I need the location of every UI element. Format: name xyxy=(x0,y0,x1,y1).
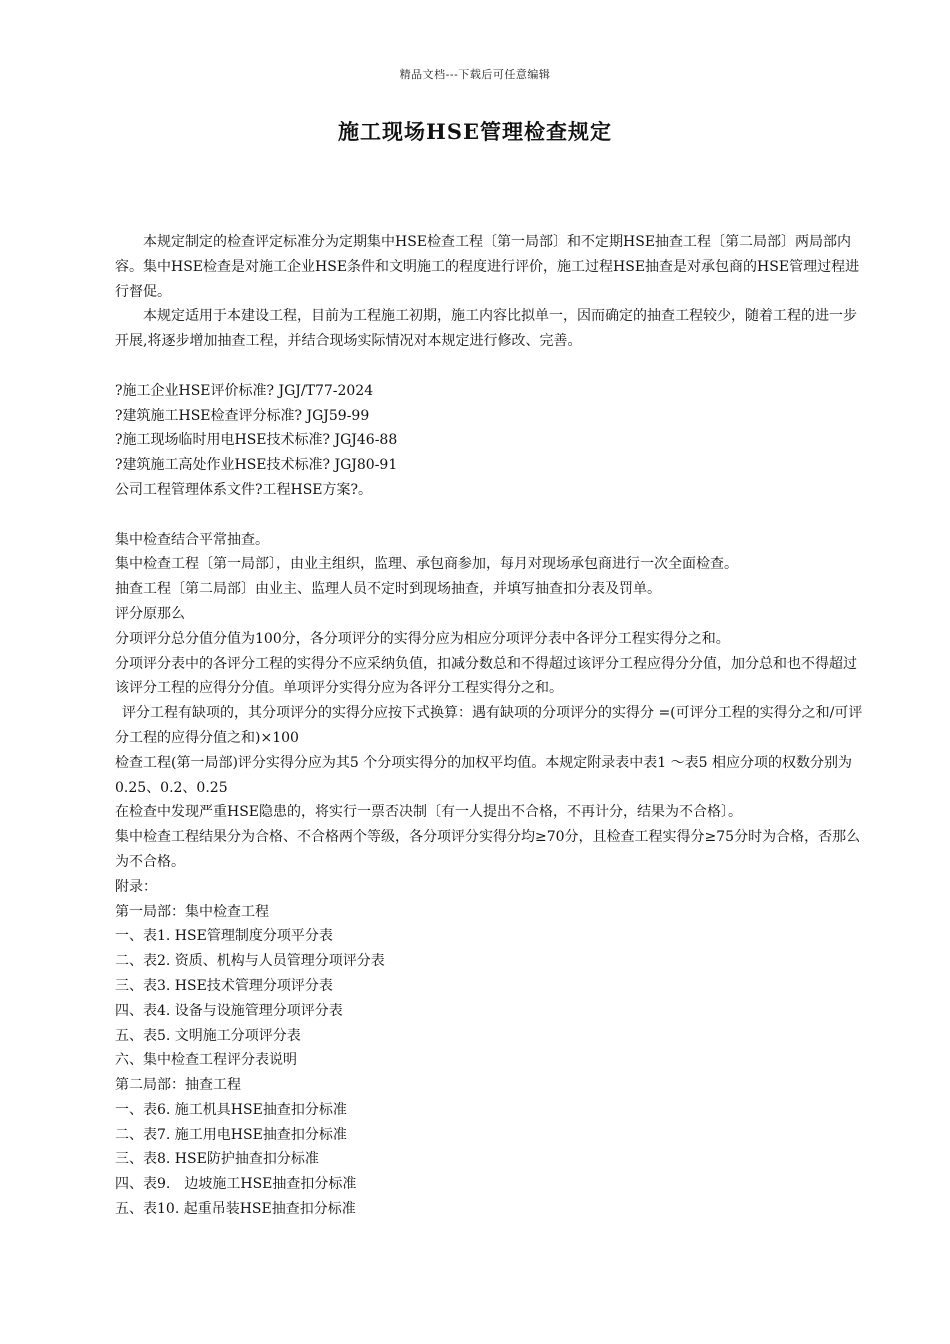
body-paragraph: 集中检查工程〔第一局部〕，由业主组织，监理、承包商参加，每月对现场承包商进行一次全面检查。 xyxy=(115,556,738,573)
body-paragraph: 分项评分总分值分值为100分，各分项评分的实得分应为相应分项评分表中各评分工程实得分之和。 xyxy=(115,630,730,647)
appendix-item: 二、表2. 资质、机构与人员管理分项评分表 xyxy=(115,953,385,970)
document-body xyxy=(115,230,863,1222)
body-paragraph: 评分工程有缺项的，其分项评分的实得分应按下式换算：遇有缺项的分项评分的实得分 =(可评分工程的实得分之和/可评分工程的应得分值之和)×100 xyxy=(115,705,863,746)
reference-item: ?建筑施工高处作业HSE技术标准? JGJ80-91 xyxy=(115,457,398,474)
appendix-item: 四、表4. 设备与设施管理分项评分表 xyxy=(115,1002,343,1019)
body-paragraph: 集中检查工程结果分为合格、不合格两个等级，各分项评分实得分均≥70分，且检查工程实得分≥75分时为合格，否那么为不合格。 xyxy=(115,829,861,870)
reference-item: ?建筑施工HSE检查评分标准? JGJ59-99 xyxy=(115,407,370,424)
appendix-label: 附录： xyxy=(115,878,157,895)
reference-item: 公司工程管理体系文件?工程HSE方案?。 xyxy=(115,481,373,498)
appendix-item: 一、表6. 施工机具HSE抽查扣分标准 xyxy=(115,1101,347,1118)
appendix-item: 二、表7. 施工用电HSE抽查扣分标准 xyxy=(115,1126,347,1143)
appendix-item: 五、表10. 起重吊装HSE抽查扣分标准 xyxy=(115,1201,356,1218)
spacer xyxy=(115,354,863,379)
spacer xyxy=(115,503,863,528)
reference-item: ?施工现场临时用电HSE技术标准? JGJ46-88 xyxy=(115,432,398,449)
body-paragraph: 检查工程(第一局部)评分实得分应为其5 个分项实得分的加权平均值。本规定附录表中表1 ～表5 相应分项的权数分别为0.25、0.2、0.25 xyxy=(115,754,852,796)
appendix-item: 三、表3. HSE技术管理分项评分表 xyxy=(115,977,333,994)
appendix-item: 五、表5. 文明施工分项评分表 xyxy=(115,1027,301,1044)
intro-paragraph-2: 本规定适用于本建设工程，目前为工程施工初期，施工内容比拟单一，因而确定的抽查工程较少，随着工程的进一步开展,将逐步增加抽查工程，并结合现场实际情况对本规定进行修改、完善。 xyxy=(115,308,857,350)
appendix-part1-title: 第一局部：集中检查工程 xyxy=(115,903,269,920)
body-paragraph: 集中检查结合平常抽查。 xyxy=(115,531,269,548)
appendix-item: 三、表8. HSE防护抽查扣分标准 xyxy=(115,1151,319,1168)
body-heading: 评分原那么 xyxy=(115,605,185,622)
reference-item: ?施工企业HSE评价标准? JGJ/T77-2024 xyxy=(115,382,374,399)
body-paragraph: 抽查工程〔第二局部〕由业主、监理人员不定时到现场抽查，并填写抽查扣分表及罚单。 xyxy=(115,581,661,598)
appendix-part2-title: 第二局部：抽查工程 xyxy=(115,1077,241,1094)
appendix-item: 六、集中检查工程评分表说明 xyxy=(115,1052,297,1069)
intro-paragraph-1: 本规定制定的检查评定标准分为定期集中HSE检查工程〔第一局部〕和不定期HSE抽查工程〔第二局部〕两局部内容。集中HSE检查是对施工企业HSE条件和文明施工的程度进行评价，施工过程HSE抽查是对承包商的HSE管理过程进行督促。 xyxy=(115,234,860,300)
appendix-item: 一、表1. HSE管理制度分项平分表 xyxy=(115,928,333,945)
page-header: 精品文档---下载后可任意编辑 xyxy=(399,68,551,81)
page-title: 施工现场HSE管理检查规定 xyxy=(337,119,612,144)
body-paragraph: 分项评分表中的各评分工程的实得分不应采纳负值，扣减分数总和不得超过该评分工程应得分分值，加分总和也不得超过该评分工程的应得分分值。单项评分实得分应为各评分工程实得分之和。 xyxy=(115,655,857,697)
appendix-item: 四、表9. 边坡施工HSE抽查扣分标准 xyxy=(115,1176,357,1193)
body-paragraph: 在检查中发现严重HSE隐患的，将实行一票否决制〔有一人提出不合格，不再计分，结果为不合格〕。 xyxy=(115,804,743,821)
